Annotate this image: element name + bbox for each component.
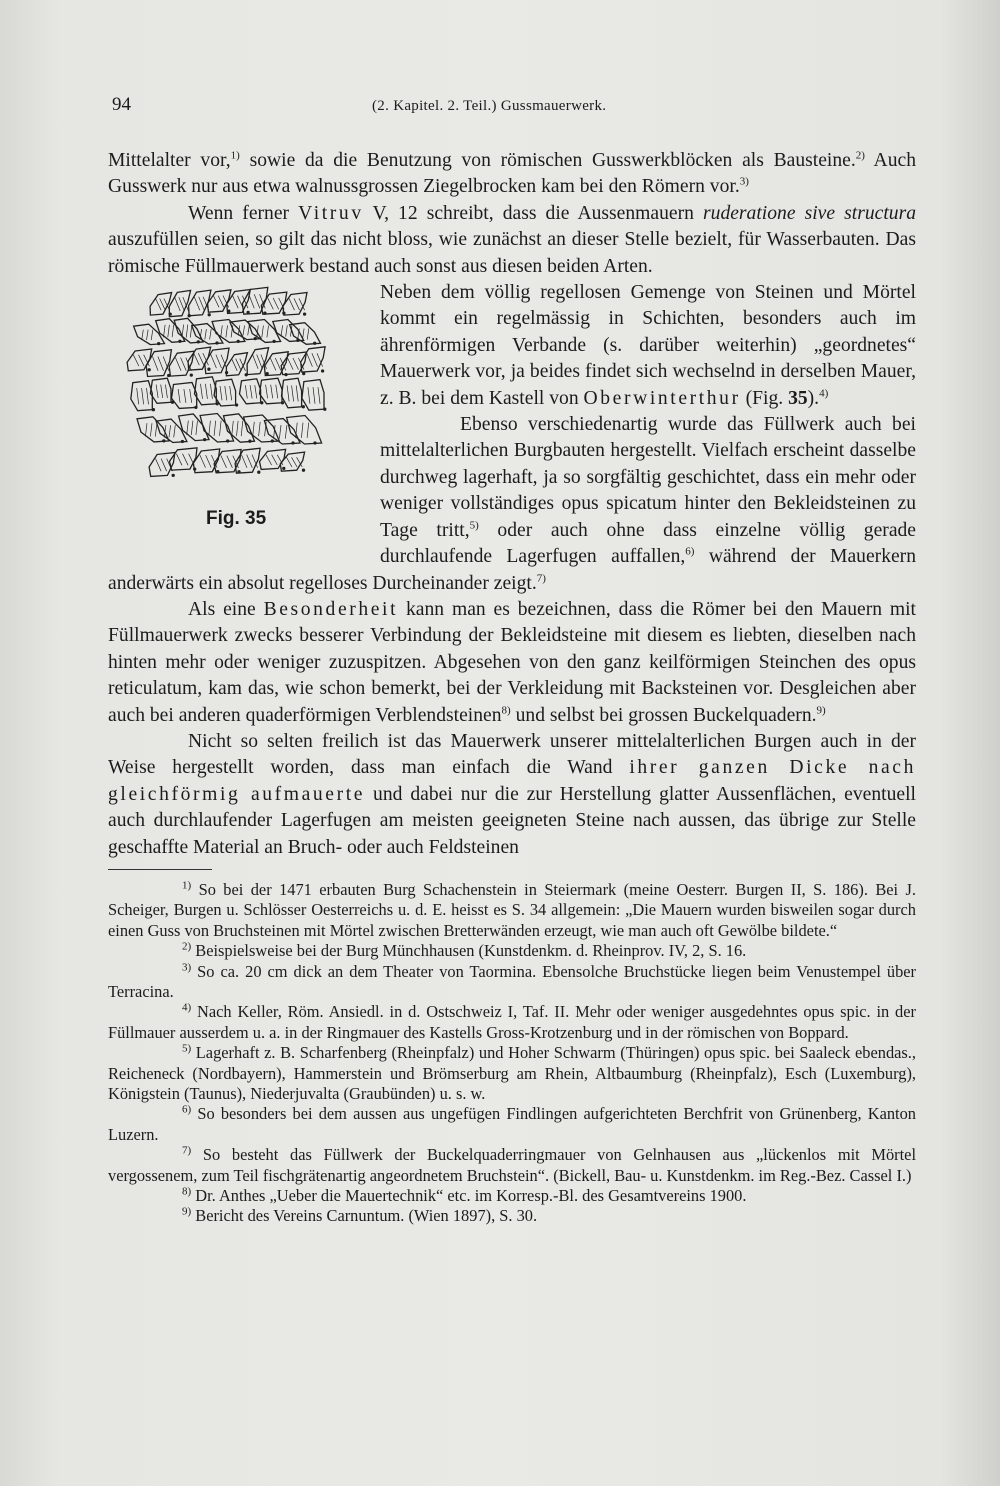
- stone-hatch: [200, 455, 206, 468]
- text-run: sowie da die Benutzung von römischen Gusswerkblöcken als Bausteine.: [239, 150, 856, 171]
- stone-hatch: [221, 456, 227, 468]
- stone-hatch: [273, 298, 279, 310]
- text-run: V, 12 schreibt, dass die Aussenmauern: [363, 202, 704, 224]
- footnote-rule: [108, 869, 212, 870]
- stone-hatch: [307, 328, 309, 339]
- stone-hatch: [292, 457, 298, 467]
- stone-hatch: [307, 353, 313, 366]
- stone: [174, 318, 203, 343]
- stone: [149, 453, 175, 477]
- stone-hatch: [243, 325, 245, 335]
- text-run: Ebenso verschiedenartig wurde das Füllwerk auch bei mittelalterlichen Burgbauten hergestellt. Vielfach erscheint dasselbe durchweg lagerhaft, ja so sorgfältig geschichtet, dass ein mehr oder weniger vollständiges opus spicatum hinter den Bekleidsteinen zu Tage tritt,: [380, 414, 916, 541]
- stone-hatch: [196, 421, 198, 435]
- stone-hatch: [312, 353, 318, 366]
- stone: [156, 319, 185, 343]
- stone-hatch: [248, 325, 250, 335]
- stone: [146, 350, 171, 377]
- footnote-text: Dr. Anthes „Ueber die Mauertechnik“ etc. im Korresp.-Bl. des Gesamtvereins 1900.: [191, 1186, 747, 1206]
- text-run: Mittelalter vor,: [108, 150, 231, 171]
- stone-hatch: [178, 389, 180, 403]
- paragraph-2: [108, 201, 916, 280]
- stone: [282, 378, 302, 408]
- footnote-mark: 9): [182, 1206, 192, 1218]
- mortar-dot: [283, 467, 285, 469]
- footnote-mark: 2): [182, 940, 192, 953]
- stone-hatch: [206, 455, 212, 468]
- stone-hatch: [241, 455, 247, 468]
- stone: [240, 379, 261, 404]
- mortar-dot: [303, 469, 305, 471]
- mortar-dot: [190, 374, 192, 376]
- stone-hatch: [172, 325, 174, 337]
- stone-hatch: [279, 425, 281, 439]
- stone-hatch: [272, 455, 278, 465]
- page-header: [112, 96, 910, 120]
- mortar-dot: [258, 471, 260, 473]
- text-run: ).: [807, 387, 820, 409]
- stone-hatch: [262, 326, 264, 338]
- mortar-dot: [261, 402, 263, 404]
- footnote-text: Lagerhaft z. B. Scharfenberg (Rheinpfalz) und Hoher Schwarm (Thüringen) opus spic. bei Saaleck ebendas., Reicheneck (Nordbayern), Hammerstein und Brömserburg am Rhein, Altbaumburg (Rheinpfalz), Esch (Luxemburg), Königstein (Taunus), Niederjuvalta (Graubünden) u. s. w.: [108, 1043, 916, 1104]
- mortar-dot: [208, 368, 210, 370]
- footnote-mark: 5): [182, 1042, 192, 1055]
- footnote: [108, 1186, 916, 1206]
- footnote-mark: 1): [182, 879, 192, 892]
- text-run: Nicht so selten freilich ist das Mauerwerk unserer mittelalterlichen Burgen auch in der Weise hergestellt worden, dass man einfach die Wand: [108, 730, 916, 779]
- stone-hatch: [289, 298, 295, 310]
- stone-hatch: [226, 325, 228, 337]
- stone-hatch: [303, 328, 305, 339]
- stone-hatch: [214, 421, 216, 436]
- stone-hatch: [308, 387, 310, 404]
- stone-hatch: [201, 384, 203, 399]
- stone-hatch: [211, 355, 217, 369]
- mortar-dot: [236, 404, 238, 406]
- stone: [260, 378, 283, 404]
- mortar-dot: [181, 441, 183, 443]
- footnote-ref: 8): [501, 704, 511, 716]
- footnote-mark: 4): [182, 1001, 192, 1014]
- stone-hatch: [255, 385, 257, 398]
- stone-hatch: [199, 297, 205, 311]
- stone-hatch: [221, 325, 223, 337]
- place-name: Oberwinterthur: [583, 387, 741, 409]
- footnote-ref: 5): [469, 519, 479, 532]
- stone-hatch: [161, 385, 163, 398]
- figure-35: [108, 284, 366, 546]
- stone-hatch: [139, 355, 145, 366]
- text-run: Wenn ferner: [188, 202, 299, 224]
- mortar-dot: [304, 313, 306, 315]
- stone-hatch: [184, 389, 186, 403]
- stone-hatch: [194, 353, 200, 365]
- masonry-illustration: [108, 284, 348, 499]
- mortar-dot: [303, 373, 305, 375]
- stone-hatch: [164, 325, 166, 337]
- stone: [156, 419, 187, 442]
- stone: [179, 414, 209, 441]
- mortar-dot: [292, 442, 294, 444]
- mortar-dot: [216, 403, 218, 405]
- text-run: oder auch ohne dass einzelne völlig gerade durchlaufende Lagerfugen auffallen,: [380, 519, 917, 568]
- footnote: [108, 1104, 916, 1145]
- stone: [200, 414, 234, 443]
- paragraph-5: [108, 729, 916, 861]
- stone: [169, 290, 190, 316]
- stone-hatch: [268, 298, 274, 310]
- mortar-dot: [302, 406, 304, 408]
- stone-hatch: [182, 325, 184, 338]
- stone-hatch: [286, 457, 292, 467]
- stone-hatch: [281, 325, 283, 336]
- footnote-mark: 6): [182, 1103, 192, 1116]
- stone-hatch: [213, 296, 219, 308]
- mortar-dot: [227, 440, 229, 442]
- stone-hatch: [153, 357, 159, 371]
- stone: [127, 349, 152, 371]
- stone-hatch: [232, 421, 234, 436]
- stone-hatch: [158, 357, 164, 371]
- stone: [169, 351, 194, 376]
- stone: [150, 378, 171, 403]
- paragraph-1: [108, 148, 916, 201]
- text-run: Neben dem völlig regellosen Gemenge von Steinen und Mörtel kommt ein regelmässig in Schichten, besonders auch im ährenförmigen Verbande (s. darüber weiterhin) „geordnetes“ Mauerwerk vor, ja beides findet sich wechselnd in derselben Mauer, z. B. bei dem Kastell von: [380, 282, 916, 409]
- footnote-text: So bei der 1471 erbauten Burg Schachenstein in Steiermark (meine Oesterr. Burgen II, S. 186). Bei J. Scheiger, Burgen u. Schlösser Oesterreichs u. d. E. heisst es S. 34 allgemein: „Die Mauern wurden bisweilen sogar durch einen Guss von Bruchsteinen mit Mörtel zwischen Bretterwänden erzeugt, wie man auch oft Gewölbe bildete.“: [108, 879, 916, 940]
- footnote-ref: 2): [855, 149, 865, 162]
- stone-hatch: [168, 325, 170, 337]
- mortar-dot: [197, 341, 199, 343]
- stone-hatch: [241, 421, 243, 436]
- stone-hatch: [198, 353, 204, 365]
- stone: [260, 449, 286, 469]
- stone-hatch: [301, 423, 303, 438]
- footnote-ref: 7): [536, 571, 546, 584]
- stone: [150, 293, 172, 316]
- stone-hatch: [218, 296, 224, 308]
- stone-hatch: [133, 355, 139, 366]
- footnote-ref: 9): [816, 704, 826, 716]
- stone-hatch: [155, 423, 157, 436]
- stone-hatch: [147, 388, 149, 404]
- stone: [226, 353, 247, 376]
- footnote-mark: 3): [182, 961, 192, 974]
- footnote-ref: 4): [819, 387, 829, 400]
- text-run: Auch Gusswerk nur aus etwa walnussgrossen Ziegelbrocken kam bei den Römern vor.: [108, 150, 916, 198]
- mortar-dot: [172, 401, 174, 403]
- stone-hatch: [271, 385, 273, 399]
- stone-hatch: [296, 386, 298, 402]
- stone-hatch: [237, 421, 239, 436]
- footnote: [108, 941, 916, 961]
- mortar-dot: [247, 311, 249, 313]
- stone: [134, 324, 165, 344]
- stone-hatch: [286, 325, 288, 336]
- footnote-text: So besonders bei dem aussen aus ungefügen Findlingen aufgerichteten Berchfrit von Grünenberg, Kanton Luzern.: [108, 1104, 916, 1144]
- stone: [302, 380, 324, 411]
- stone-hatch: [175, 358, 181, 371]
- text-run: (Fig.: [740, 387, 789, 409]
- mortar-dot: [216, 342, 218, 344]
- stone-hatch: [183, 454, 189, 466]
- footnote-mark: 8): [182, 1185, 192, 1198]
- text-run: kann man es bezeichnen, dass die Römer bei den Mauern mit Füllmauerwerk zwecks besserer Verbindung der Bekleidsteine mit diesem es liebten, dieselben nach hinten mehr oder weniger zuzuspitzen. Abgesehen von den ganz keilförmigen Steinchen des opus reticulatum, kam das, wie schon bemerkt, bei der Verkleidung mit Backsteinen vor. Desgleichen aber auch bei anderen quaderförmigen Verblendsteinen: [108, 598, 916, 726]
- stone-hatch: [249, 294, 255, 308]
- stone: [195, 377, 217, 405]
- mortar-dot: [204, 439, 206, 441]
- stone-hatch: [259, 422, 261, 436]
- footnote-ref: 1): [230, 149, 240, 162]
- stone-hatch: [210, 384, 212, 399]
- stone-hatch: [150, 423, 152, 436]
- text-run: und selbst bei grossen Buckelquadern.: [510, 704, 817, 726]
- mortar-dot: [158, 343, 160, 345]
- text-run: Als eine: [188, 598, 264, 620]
- mortar-dot: [179, 340, 181, 342]
- mortar-dot: [249, 440, 251, 442]
- footnote: [108, 962, 916, 1003]
- stone-hatch: [209, 421, 211, 436]
- mortar-dot: [282, 402, 284, 404]
- stone-hatch: [205, 329, 207, 339]
- footnote: [108, 1002, 916, 1043]
- footnote-text: Nach Keller, Röm. Ansiedl. in d. Ostschweiz I, Taf. II. Mehr oder weniger ausgedehntes opus spic. in der Füllmauer ausserdem u. a. in der Ringmauer des Kastells Gross-Krotzenburg und in der römischen von Boppard.: [108, 1002, 916, 1042]
- stone: [172, 383, 197, 409]
- stone-hatch: [169, 425, 171, 437]
- stone-hatch: [191, 421, 193, 435]
- stone-hatch: [147, 330, 149, 340]
- stone-hatch: [220, 421, 222, 436]
- latin-phrase: ruderatione sive structura: [703, 202, 916, 224]
- stone-hatch: [233, 296, 239, 309]
- stone: [264, 352, 288, 376]
- stone-hatch: [165, 385, 167, 398]
- stone-hatch: [225, 386, 227, 400]
- footnote-ref: 3): [739, 175, 749, 188]
- mortar-dot: [195, 406, 197, 408]
- stone-hatch: [216, 355, 222, 369]
- figure-caption: Fig. 35: [206, 508, 267, 530]
- mortar-dot: [254, 338, 256, 340]
- stone: [192, 324, 223, 344]
- author-name: Vitruv: [298, 202, 364, 224]
- mortar-dot: [324, 408, 326, 410]
- footnote-mark: 7): [182, 1144, 192, 1157]
- mortar-dot: [271, 440, 273, 442]
- stone-hatch: [181, 358, 187, 371]
- stone-hatch: [245, 385, 247, 398]
- stone-hatch: [151, 330, 153, 340]
- mortar-dot: [322, 370, 324, 372]
- stone-hatch: [313, 387, 315, 404]
- mortar-dot: [152, 409, 154, 411]
- running-title: (2. Kapitel. 2. Teil.) Gussmauerwerk.: [372, 98, 607, 114]
- footnote-text: Beispielsweise bei der Burg Münchhausen (Kunstdenkm. d. Rheinprov. IV, 2, S. 16.: [191, 941, 747, 961]
- stone-hatch: [285, 425, 287, 439]
- stone-hatch: [307, 423, 309, 438]
- stone-hatch: [318, 387, 320, 404]
- stone-hatch: [230, 386, 232, 400]
- mortar-dot: [208, 314, 210, 316]
- stone-hatch: [287, 386, 289, 402]
- mortar-dot: [273, 340, 275, 342]
- mortar-dot: [314, 342, 316, 344]
- stone-hatch: [292, 386, 294, 402]
- footnote: [108, 1206, 916, 1226]
- stone-hatch: [254, 294, 260, 308]
- mortar-dot: [163, 440, 165, 442]
- main-text: [108, 148, 916, 1227]
- mortar-dot: [266, 373, 268, 375]
- stone-hatch: [247, 455, 253, 468]
- stone-hatch: [142, 388, 144, 404]
- footnote-text: Bericht des Vereins Carnuntum. (Wien 1897), S. 30.: [191, 1206, 538, 1226]
- stone-hatch: [270, 358, 276, 371]
- emphasis: Besonderheit: [263, 598, 399, 620]
- stone-hatch: [161, 459, 167, 472]
- footnote: [108, 1145, 916, 1186]
- stone-hatch: [176, 454, 182, 466]
- mortar-dot: [237, 340, 239, 342]
- stone-hatch: [145, 423, 147, 436]
- stone-hatch: [186, 325, 188, 338]
- stone-hatch: [194, 297, 200, 311]
- stone-hatch: [293, 358, 299, 370]
- stone-hatch: [142, 330, 144, 340]
- stone-hatch: [220, 386, 222, 400]
- stone-hatch: [266, 455, 272, 465]
- stone-hatch: [294, 298, 300, 310]
- stone-hatch: [250, 385, 252, 398]
- stone-hatch: [275, 358, 281, 371]
- footnote-ref: 6): [685, 545, 695, 558]
- mortar-dot: [148, 369, 150, 371]
- emphasis: ihrer ganzen Dicke nach gleichförmig aufmauerte: [108, 757, 917, 805]
- stone-hatch: [137, 388, 139, 404]
- mortar-dot: [172, 474, 174, 476]
- stone-hatch: [227, 456, 233, 468]
- footnotes: [108, 880, 916, 1227]
- footnote: [108, 880, 916, 941]
- paragraph-4: [108, 597, 916, 729]
- stone-hatch: [210, 329, 212, 339]
- stone: [214, 379, 236, 406]
- stone: [287, 416, 322, 445]
- text-run: und dabei nur die zur Herstellung glatter Aussenflächen, eventuell auch durchlaufender Lagerfugen am meisten geeigneten Steine nach aussen, das übrige zur Stelle geschaffte Material an Bruch- oder auch Feldsteinen: [108, 783, 916, 858]
- stone-hatch: [276, 385, 278, 399]
- stone-hatch: [190, 389, 192, 403]
- stone-hatch: [288, 358, 294, 370]
- footnote: [108, 1043, 916, 1104]
- page-number: 94: [112, 94, 131, 115]
- stone-hatch: [174, 425, 176, 437]
- stone-hatch: [266, 385, 268, 399]
- stone-hatch: [156, 385, 158, 398]
- footnote-text: So ca. 20 cm dick an dem Theater von Taormina. Ebensolche Bruchstücke liegen beim Venustempel über Terracina.: [108, 961, 916, 1001]
- stone-hatch: [205, 384, 207, 399]
- mortar-dot: [314, 442, 316, 444]
- mortar-dot: [168, 375, 170, 377]
- text-run: während der Mauerkern anderwärts ein absolut regelloses Durcheinander zeigt.: [108, 546, 917, 594]
- stone-hatch: [187, 421, 189, 435]
- figure-ref: 35: [788, 387, 808, 409]
- stone: [212, 320, 245, 343]
- p2-rest: auszufüllen seien, so gilt das nicht bloss, wie zunächst an dieser Stelle bezielt, für Wasserbauten. Das römische Füllmauerwerk bestand auch sonst aus diesen beiden Arten.: [108, 229, 916, 277]
- footnote-text: So besteht das Füllwerk der Buckelquaderringmauer von Gelnhausen aus „lückenlos mit Mörtel vergossenem, zum Teil fischgrätenartig angeordnetem Bruchstein“. (Bickell, Bau- u. Kunstdenkm. im Reg.-Bez. Cassel I.): [108, 1145, 916, 1185]
- stone: [131, 381, 153, 411]
- stone: [301, 347, 325, 372]
- stone-hatch: [253, 422, 255, 436]
- stone-hatch: [267, 326, 269, 338]
- stone-hatch: [156, 459, 162, 472]
